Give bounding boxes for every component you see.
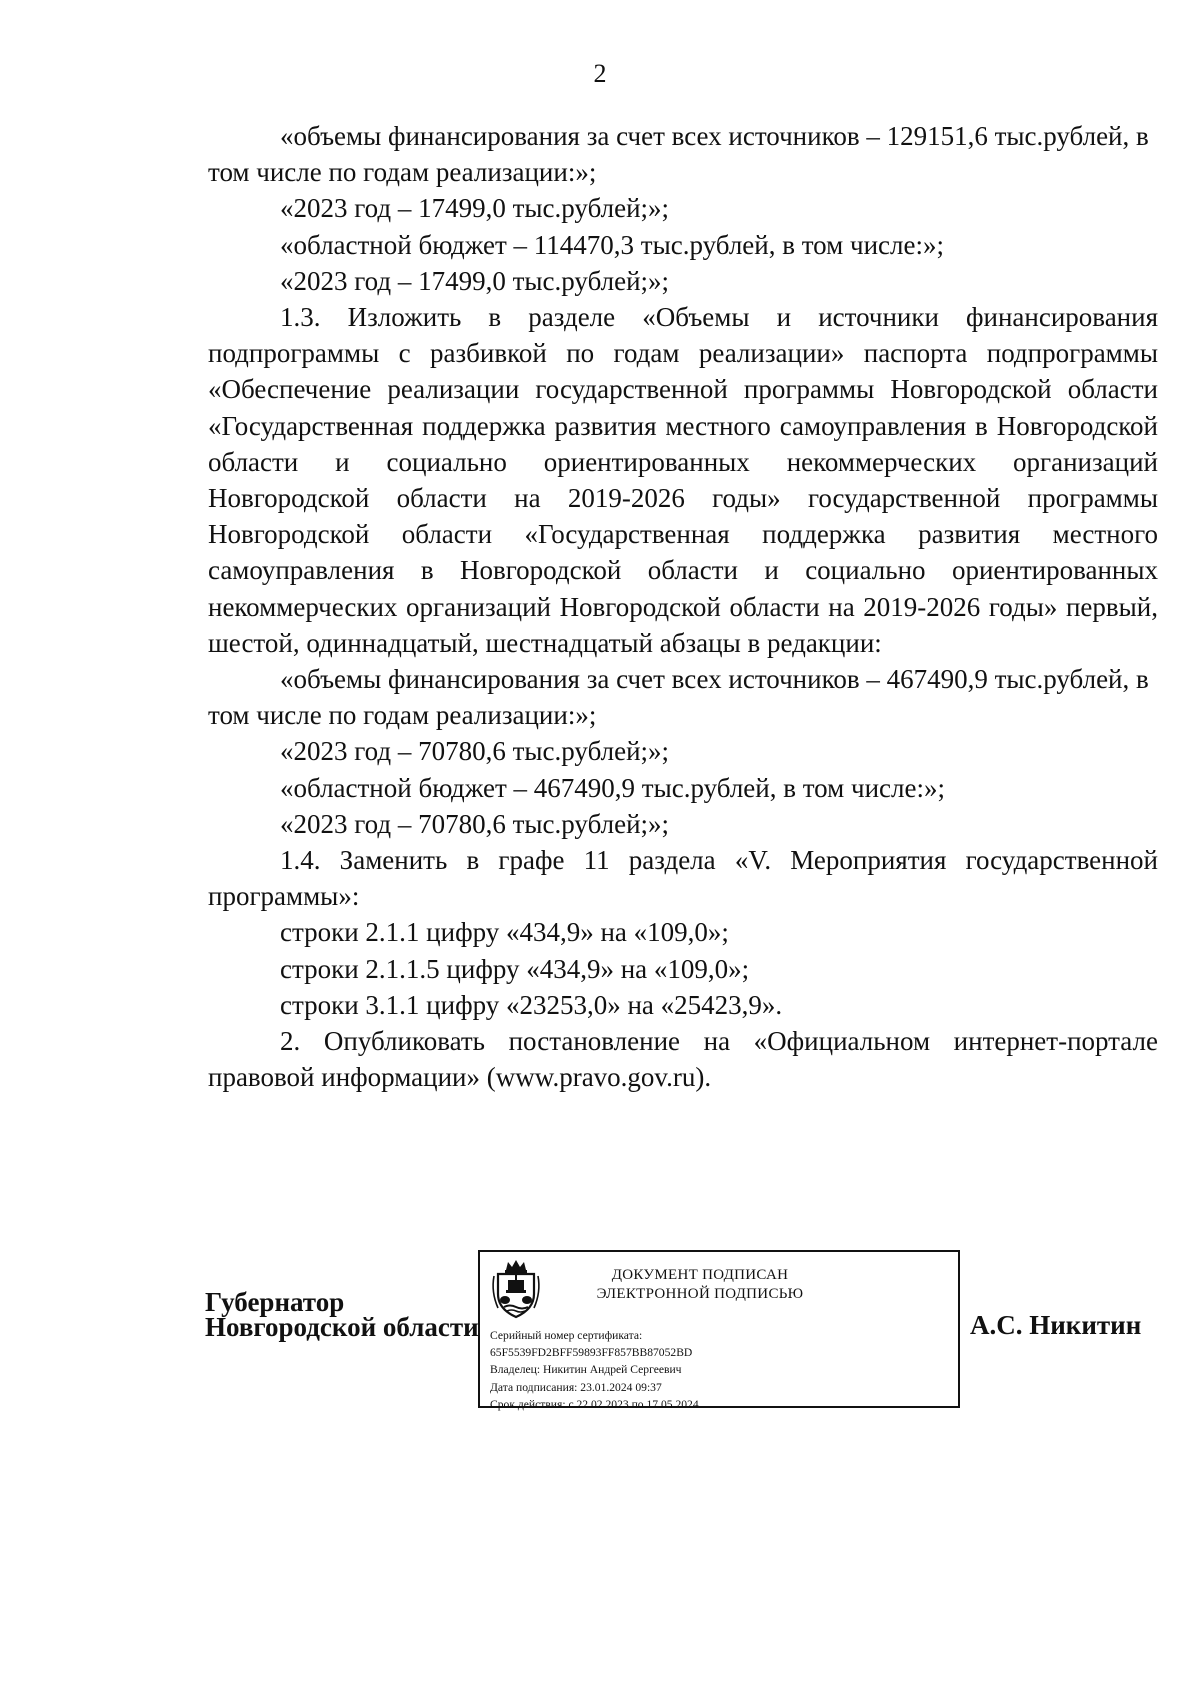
paragraph-item-1-3: 1.3. Изложить в разделе «Объемы и источники финансирования подпрограммы с разбивкой по годам реализации» паспорта подпрограммы «Обеспечение реализации государственной программы Новгородской области «Государственная поддержка развития местного самоуправления в Новгородской области и социально ориентированных некоммерческих организаций Новгородской области на 2019-2026 годы» государственной программы Новгородской области «Государственная поддержка развития местного самоуправления в Новгородской области и социально ориентированных некоммерческих организаций Новгородской области на 2019-2026 годы» первый, шестой, одиннадцатый, шестнадцатый абзацы в редакции: — [208, 302, 1158, 658]
signature-block — [0, 1250, 1200, 1430]
document-body — [208, 118, 1158, 1095]
paragraph-year-2023-3: «2023 год – 70780,6 тыс.рублей;»; — [280, 736, 670, 767]
stamp-details — [490, 1327, 699, 1413]
stamp-header-line1: ДОКУМЕНТ ПОДПИСАН — [611, 1267, 789, 1283]
paragraph-regional-budget-2: «областной бюджет – 467490,9 тыс.рублей, в том числе:»; — [280, 772, 945, 803]
paragraph-funding-total-1: «объемы финансирования за счет всех источников – 129151,6 тыс.рублей, в том числе по годам реализации:»; — [208, 121, 1149, 188]
signer-position-line1: Губернатор — [205, 1287, 345, 1317]
paragraph-row-2-1-1-5: строки 2.1.1.5 цифру «434,9» на «109,0»; — [280, 953, 750, 984]
certificate-number: 65F5539FD2BFF59893FF857BB87052BD — [490, 1346, 693, 1360]
electronic-signature-stamp — [478, 1250, 960, 1411]
signer-name: А.С. Никитин — [970, 1310, 1142, 1340]
certificate-owner: Владелец: Никитин Андрей Сергеевич — [490, 1363, 682, 1377]
paragraph-row-3-1-1: строки 3.1.1 цифру «23253,0» на «25423,9». — [280, 989, 783, 1020]
signer-position — [205, 1287, 479, 1342]
paragraph-item-1-4: 1.4. Заменить в графе 11 раздела «V. Мероприятия государственной программы»: — [208, 845, 1158, 912]
paragraph-year-2023-4: «2023 год – 70780,6 тыс.рублей;»; — [280, 808, 670, 839]
paragraph-year-2023-2: «2023 год – 17499,0 тыс.рублей;»; — [280, 265, 670, 296]
paragraph-row-2-1-1: строки 2.1.1 цифру «434,9» на «109,0»; — [280, 917, 729, 948]
stamp-header — [570, 1266, 830, 1304]
stamp-header-line2: ЭЛЕКТРОННОЙ ПОДПИСЬЮ — [596, 1286, 804, 1302]
page-number: 2 — [593, 59, 607, 88]
paragraph-year-2023-1: «2023 год – 17499,0 тыс.рублей;»; — [280, 193, 670, 224]
certificate-label: Серийный номер сертификата: — [490, 1329, 643, 1342]
novgorod-coat-of-arms-icon — [490, 1258, 542, 1320]
paragraph-item-2: 2. Опубликовать постановление на «Официальном интернет-портале правовой информации» (www.pravo.gov.ru). — [208, 1026, 1158, 1093]
paragraph-funding-total-2: «объемы финансирования за счет всех источников – 467490,9 тыс.рублей, в том числе по годам реализации:»; — [208, 664, 1149, 731]
signer-position-line2: Новгородской области — [205, 1312, 479, 1342]
paragraph-regional-budget-1: «областной бюджет – 114470,3 тыс.рублей, в том числе:»; — [280, 229, 944, 260]
signing-date: Дата подписания: 23.01.2024 09:37 — [490, 1380, 662, 1394]
certificate-validity: Срок действия: с 22.02.2023 по 17.05.2024 — [490, 1397, 699, 1411]
